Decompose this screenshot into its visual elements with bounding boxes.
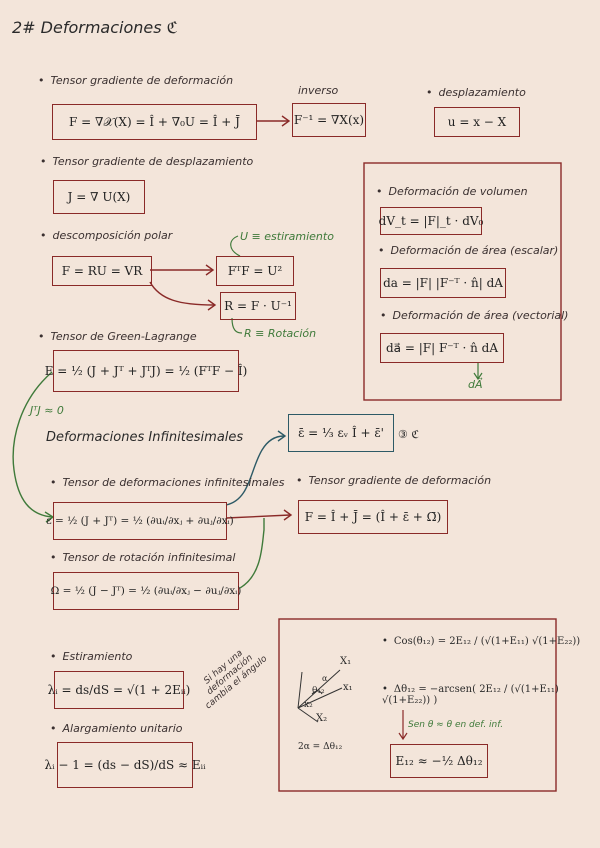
dA-vector-label: dA⃗ xyxy=(468,378,483,391)
small-angle-note: Sen θ ≈ θ en def. inf. xyxy=(408,720,504,730)
inverse-formula: F⁻¹ = ∇X(x) xyxy=(292,103,366,137)
rotation-label: R ≡ Rotación xyxy=(244,327,317,340)
green-lagrange-heading: • Tensor de Green-Lagrange xyxy=(38,330,197,343)
axis-x2-label: x₂ xyxy=(304,700,313,710)
s3-heading: • descomposición polar xyxy=(40,229,172,242)
approx-note: JᵀJ ≈ 0 xyxy=(30,404,64,417)
area-vector-heading: • Deformación de área (vectorial) xyxy=(380,309,568,322)
rotation-formula: R = F · U⁻¹ xyxy=(220,292,296,320)
infinitesimal-rotation-heading: • Tensor de rotación infinitesimal xyxy=(50,551,235,564)
volume-formula: dV_t = |F|_t · dV₀ xyxy=(380,207,482,235)
axis-X1-label: X₁ xyxy=(340,656,352,667)
angle-alpha-label: α xyxy=(322,674,328,683)
angle-theta-label: θ₁₂ xyxy=(312,686,325,696)
infinitesimal-strain-heading: • Tensor de deformaciones infinitesimales xyxy=(50,476,285,489)
boxed-tag: ③ ℭ xyxy=(398,428,420,441)
volumetric-split-formula: ε̄ = ⅓ εᵥ Î + ε̄' xyxy=(288,414,394,452)
stretch-label: U ≡ estiramiento xyxy=(240,230,334,243)
inverse-label: inverso xyxy=(298,84,339,97)
stretch-heading: • Estiramiento xyxy=(50,650,132,663)
infinitesimal-heading: Deformaciones Infinitesimales xyxy=(46,430,244,445)
s1-heading: • Tensor gradiente de deformación xyxy=(38,74,233,87)
axis-X2-label: X₂ xyxy=(316,713,328,724)
volume-heading: • Deformación de volumen xyxy=(376,185,528,198)
polar-formula: F = RU = VR xyxy=(52,256,152,286)
stretch-formula: FᵀF = U² xyxy=(216,256,294,286)
axis-x1-label: x₁ xyxy=(343,682,353,693)
stretch-ratio-formula: λᵢ = ds/dS = √(1 + 2Eᵢᵢ) xyxy=(54,671,184,709)
area-vector-formula: da⃗ = |F| F⁻ᵀ · n̂ dA xyxy=(380,333,504,363)
angle-change-note: Si hay una deformación cambia el ángulo xyxy=(202,648,270,712)
s2-heading: • Tensor gradiente de desplazamiento xyxy=(40,155,253,168)
green-lagrange-formula: E = ½ (J + Jᵀ + JᵀJ) = ½ (FᵀF − Î) xyxy=(53,350,239,392)
area-scalar-heading: • Deformación de área (escalar) xyxy=(378,244,558,257)
unit-elongation-heading: • Alargamiento unitario xyxy=(50,722,182,735)
unit-elongation-formula: λᵢ − 1 = (ds − dS)/dS ≈ Eᵢᵢ xyxy=(57,742,193,788)
deformation-gradient-formula: F = ∇𝒳(X) = Î + ∇₀U = Î + J̄ xyxy=(52,104,257,140)
displacement-heading: • desplazamiento xyxy=(426,86,526,99)
infinitesimal-F-heading: • Tensor gradiente de deformación xyxy=(296,474,491,487)
area-scalar-formula: da = |F| |F⁻ᵀ · n̂| dA xyxy=(380,268,506,298)
infinitesimal-strain-formula: ε = ½ (J + Jᵀ) = ½ (∂uᵢ/∂xⱼ + ∂uⱼ/∂xᵢ) xyxy=(53,502,227,540)
shear-strain-result: E₁₂ ≈ −½ Δθ₁₂ xyxy=(390,744,488,778)
infinitesimal-F-formula: F = Î + J̄ = (Î + ε̄ + Ω̄) xyxy=(298,500,448,534)
delta-angle-formula: • Δθ₁₂ = −arcsen( 2E₁₂ / (√(1+E₁₁) √(1+E₂₂)) ) xyxy=(382,684,600,706)
page-title: 2# Deformaciones ℭ xyxy=(12,18,178,37)
displacement-gradient-formula: J = ∇ U(X) xyxy=(53,180,145,214)
infinitesimal-rotation-formula: Ω = ½ (J − Jᵀ) = ½ (∂uᵢ/∂xⱼ − ∂uⱼ/∂xᵢ) xyxy=(53,572,239,610)
displacement-formula: u = x − X xyxy=(434,107,520,137)
cos-formula: • Cos(θ₁₂) = 2E₁₂ / (√(1+E₁₁) √(1+E₂₂)) xyxy=(382,636,580,647)
diagram-relation-label: 2α = Δθ₁₂ xyxy=(298,742,343,752)
